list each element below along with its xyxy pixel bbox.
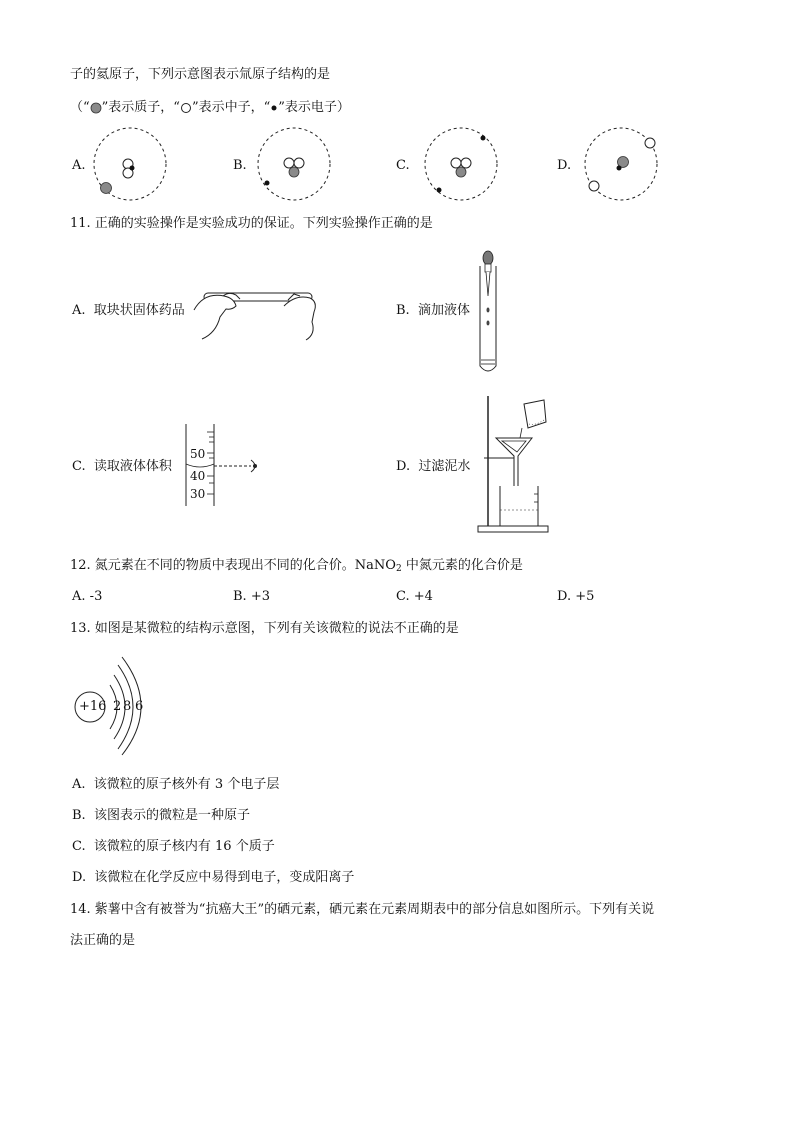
- q13-stem: 13. 如图是某微粒的结构示意图，下列有关该微粒的说法不正确的是: [70, 621, 459, 636]
- q13-option-c: [72, 839, 275, 855]
- q12-option-d: [557, 589, 594, 605]
- atom-diagram-d: [583, 126, 663, 206]
- q10-option-b-label: B.: [233, 158, 247, 173]
- q12-option-d-letter: D.: [557, 589, 572, 604]
- proton-icon: [90, 102, 102, 114]
- q13-option-a-letter: A.: [72, 777, 86, 792]
- q13-option-b-letter: B.: [72, 808, 86, 823]
- shell-1-electrons: 2: [113, 699, 122, 714]
- shell-2-electrons: 8: [123, 699, 132, 714]
- q12-option-c: [396, 589, 433, 605]
- neutron-icon: [180, 102, 192, 114]
- q10-option-d-label: D.: [557, 158, 572, 173]
- filtration-apparatus-illustration: [474, 392, 554, 537]
- q10-legend: [70, 100, 350, 116]
- q12-stem: [70, 558, 523, 577]
- q11-option-a-text: 取块状固体药品: [93, 303, 185, 318]
- q12-option-a: [72, 589, 102, 605]
- q12-stem-part-b: 中氮元素的化合价是: [401, 558, 523, 573]
- hands-holding-test-tube-illustration: [192, 282, 322, 342]
- q10-option-c-label: C.: [396, 158, 410, 173]
- cylinder-tick-50: 50: [190, 447, 206, 461]
- q11-option-d: [396, 459, 470, 475]
- q13-option-a-text: 该微粒的原子核外有 3 个电子层: [93, 777, 280, 792]
- q12-option-a-text: -3: [89, 589, 103, 604]
- dropper-test-tube-illustration: [474, 248, 504, 378]
- q13-option-b-text: 该图表示的微粒是一种原子: [93, 808, 250, 823]
- q11-option-b-text: 滴加液体: [417, 303, 470, 318]
- q12-option-b-letter: B.: [233, 589, 247, 604]
- q10-option-a-label: A.: [72, 158, 86, 173]
- q13-option-a: [72, 777, 279, 793]
- atom-diagram-b: [256, 126, 336, 206]
- nucleus-charge: +16: [79, 699, 107, 714]
- q12-option-c-letter: C.: [396, 589, 410, 604]
- legend-neutron-text: ”表示中子，“: [191, 100, 271, 115]
- q11-option-d-letter: D.: [396, 459, 411, 474]
- q12-option-d-text: +5: [575, 589, 595, 604]
- q12-stem-part-a: 12. 氮元素在不同的物质中表现出不同的化合价。NaNO: [70, 558, 396, 573]
- q12-option-c-text: +4: [413, 589, 433, 604]
- q11-option-c: [72, 459, 172, 475]
- electron-icon: [270, 104, 278, 112]
- q10-intro: 子的氦原子，下列示意图表示氚原子结构的是: [70, 67, 331, 82]
- legend-open: （“: [70, 100, 90, 115]
- atom-diagram-c: [423, 126, 503, 206]
- q13-option-d-text: 该微粒在化学反应中易得到电子，变成阳离子: [94, 870, 355, 885]
- q12-option-b-text: +3: [250, 589, 270, 604]
- q11-option-a: [72, 303, 185, 319]
- q11-option-c-text: 读取液体体积: [93, 459, 172, 474]
- q13-option-c-letter: C.: [72, 839, 86, 854]
- shell-3-electrons: 6: [135, 699, 144, 714]
- q13-option-d-letter: D.: [72, 870, 87, 885]
- q14-stem-line-2: 法正确的是: [70, 933, 136, 948]
- q13-option-b: [72, 808, 250, 824]
- q11-option-d-text: 过滤泥水: [418, 459, 471, 474]
- q11-option-b-letter: B.: [396, 303, 410, 318]
- q11-stem: 11. 正确的实验操作是实验成功的保证。下列实验操作正确的是: [70, 216, 433, 231]
- q14-stem-line-1: 14. 紫薯中含有被誉为“抗癌大王”的硒元素，硒元素在元素周期表中的部分信息如图所示。下列有关说: [70, 902, 655, 917]
- atom-diagram-a: [92, 126, 172, 206]
- q11-option-c-letter: C.: [72, 459, 86, 474]
- q13-option-d: [72, 870, 354, 886]
- q12-option-b: [233, 589, 270, 605]
- q12-option-a-letter: A.: [72, 589, 86, 604]
- q12-stem-subscript: 2: [395, 564, 402, 574]
- legend-electron-text: ”表示电子）: [278, 100, 350, 115]
- legend-proton-text: ”表示质子，“: [101, 100, 180, 115]
- q11-option-a-letter: A.: [72, 303, 86, 318]
- q13-option-c-text: 该微粒的原子核内有 16 个质子: [93, 839, 275, 854]
- q11-option-b: [396, 303, 470, 319]
- cylinder-tick-30: 30: [190, 487, 206, 501]
- cylinder-tick-40: 40: [190, 469, 206, 483]
